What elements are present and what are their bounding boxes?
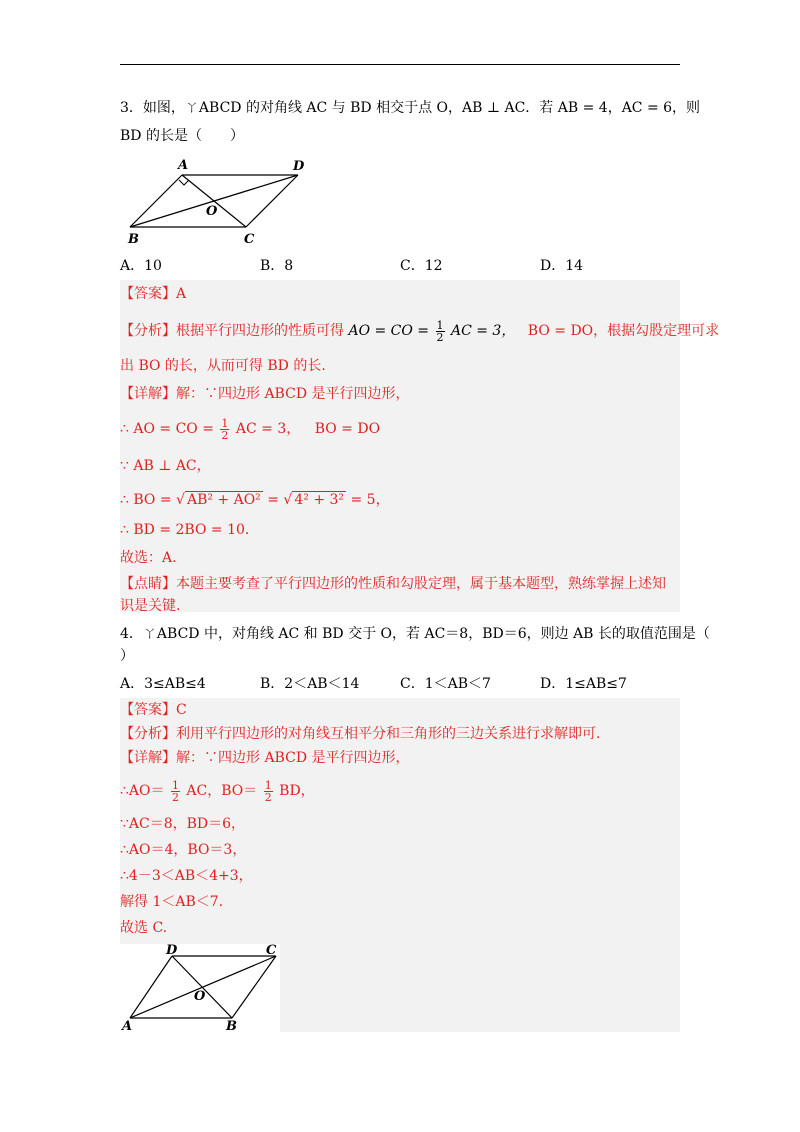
q4-detail2-mid: AC，BO＝ xyxy=(186,783,258,799)
q4-stem-line1: 4．ㄚABCD 中，对角线 AC 和 BD 交于 O，若 AC＝8，BD＝6，则边 AB 长的取值范围是（ xyxy=(120,626,710,642)
q4-option-d: D．1≤AB≤7 xyxy=(540,676,627,692)
q4-detail-line1: 【详解】解：∵四边形 ABCD 是平行四边形， xyxy=(120,750,410,766)
q4-detail-line2 xyxy=(120,776,315,806)
q3-detail2-right: BO = DO xyxy=(314,421,381,437)
q3-option-d: D．14 xyxy=(540,258,584,274)
q3-analysis-line2: 出 BO 的长，从而可得 BD 的长. xyxy=(120,358,326,374)
q4-detail-line5: ∴4－3＜AB＜4+3， xyxy=(120,868,253,884)
q4-detail2-frac2-num: 1 xyxy=(264,778,272,792)
q3-detail2-left: ∴ AO = CO = xyxy=(120,421,214,437)
q3-detail-line5: ∴ BD = 2BO = 10． xyxy=(120,522,259,538)
q3-analysis-frac-num: 1 xyxy=(436,318,444,332)
q3-detail-line3: ∵ AB ⊥ AC， xyxy=(120,458,211,474)
q3-detail-line1: 【详解】解：∵四边形 ABCD 是平行四边形， xyxy=(120,386,410,402)
q3-stem-line2: BD 的长是（ ） xyxy=(120,128,244,144)
q3-detail2-mid: AC = 3， xyxy=(235,421,301,437)
q3-analysis-line1 xyxy=(120,316,719,346)
q3-analysis-lead: 【分析】根据平行四边形的性质可得 xyxy=(120,323,344,339)
q3-detail4-eq: = xyxy=(267,492,279,508)
q4-answer: 【答案】C xyxy=(120,702,187,718)
q3-label-b: B xyxy=(128,232,139,247)
q4-analysis: 【分析】利用平行四边形的对角线互相平分和三角形的三边关系进行求解即可. xyxy=(120,726,601,742)
q3-choose: 故选：A. xyxy=(120,550,177,566)
q3-analysis-eq-left: AO = CO = xyxy=(348,323,430,339)
q3-detail4-radicand1: AB² + AO² xyxy=(186,492,261,508)
q3-detail4-left: ∴ BO = xyxy=(120,492,172,508)
q3-detail2-frac-num: 1 xyxy=(221,416,229,430)
q3-analysis-tail: BO = DO，根据勾股定理可求 xyxy=(527,323,720,339)
q3-comment-line1: 【点睛】本题主要考查了平行四边形的性质和勾股定理，属于基本题型，熟练掌握上述知 xyxy=(120,576,666,592)
q4-detail2-right: BD， xyxy=(279,783,315,799)
q4-label-b: B xyxy=(226,1019,237,1032)
q4-label-c: C xyxy=(266,944,277,958)
q4-detail2-frac2-den: 2 xyxy=(264,790,272,804)
header-rule xyxy=(120,64,680,65)
q4-label-a: A xyxy=(122,1019,133,1032)
q4-detail2-frac1-den: 2 xyxy=(171,790,179,804)
q4-label-o: O xyxy=(194,989,206,1004)
q3-label-d: D xyxy=(293,159,305,174)
q3-detail-line2 xyxy=(120,414,380,444)
q3-label-a: A xyxy=(178,158,189,173)
q3-analysis-fraction xyxy=(436,320,445,343)
q4-stem-line2: ） xyxy=(120,648,134,664)
q3-stem-line1: 3．如图，ㄚABCD 的对角线 AC 与 BD 相交于点 O，AB ⊥ AC．若 AB = 4，AC = 6，则 xyxy=(120,100,701,116)
q3-analysis-frac-den: 2 xyxy=(436,330,444,344)
q4-detail-line3: ∵AC＝8，BD＝6， xyxy=(120,816,246,832)
q3-detail-line4: ∴ BO = √ AB² + AO² = √ 4² + 3² = 5， xyxy=(120,492,390,508)
q4-option-a: A．3≤AB≤4 xyxy=(120,676,206,692)
q3-option-b: B．8 xyxy=(260,258,294,274)
q4-detail2-fraction2 xyxy=(264,780,273,803)
q3-comment-line2: 识是关键. xyxy=(120,598,181,614)
q4-detail2-frac1-num: 1 xyxy=(171,778,179,792)
q3-answer: 【答案】A xyxy=(120,286,187,302)
q4-detail2-left: ∴AO＝ xyxy=(120,783,165,799)
q3-parallelogram-figure xyxy=(120,155,320,247)
q4-option-b: B．2＜AB＜14 xyxy=(260,676,360,692)
q4-option-c: C．1＜AB＜7 xyxy=(400,676,491,692)
q3-label-o: O xyxy=(206,204,218,219)
q3-detail4-radicand2: 4² + 3² xyxy=(294,492,345,508)
q3-detail2-frac-den: 2 xyxy=(221,428,229,442)
q4-parallelogram-figure xyxy=(120,944,280,1032)
q3-label-c: C xyxy=(244,232,255,247)
q4-choose: 故选 C. xyxy=(120,920,168,936)
q3-detail4-right: = 5， xyxy=(350,492,390,508)
q4-detail-line4: ∴AO＝4，BO＝3， xyxy=(120,842,247,858)
q3-analysis-eq-right: AC = 3， xyxy=(450,323,516,339)
q3-option-c: C．12 xyxy=(400,258,443,274)
q4-detail2-fraction1 xyxy=(171,780,180,803)
q4-detail-line6: 解得 1＜AB＜7. xyxy=(120,894,224,910)
q3-detail2-fraction xyxy=(220,418,229,441)
q3-option-a: A．10 xyxy=(120,258,162,274)
q4-label-d: D xyxy=(166,944,178,958)
